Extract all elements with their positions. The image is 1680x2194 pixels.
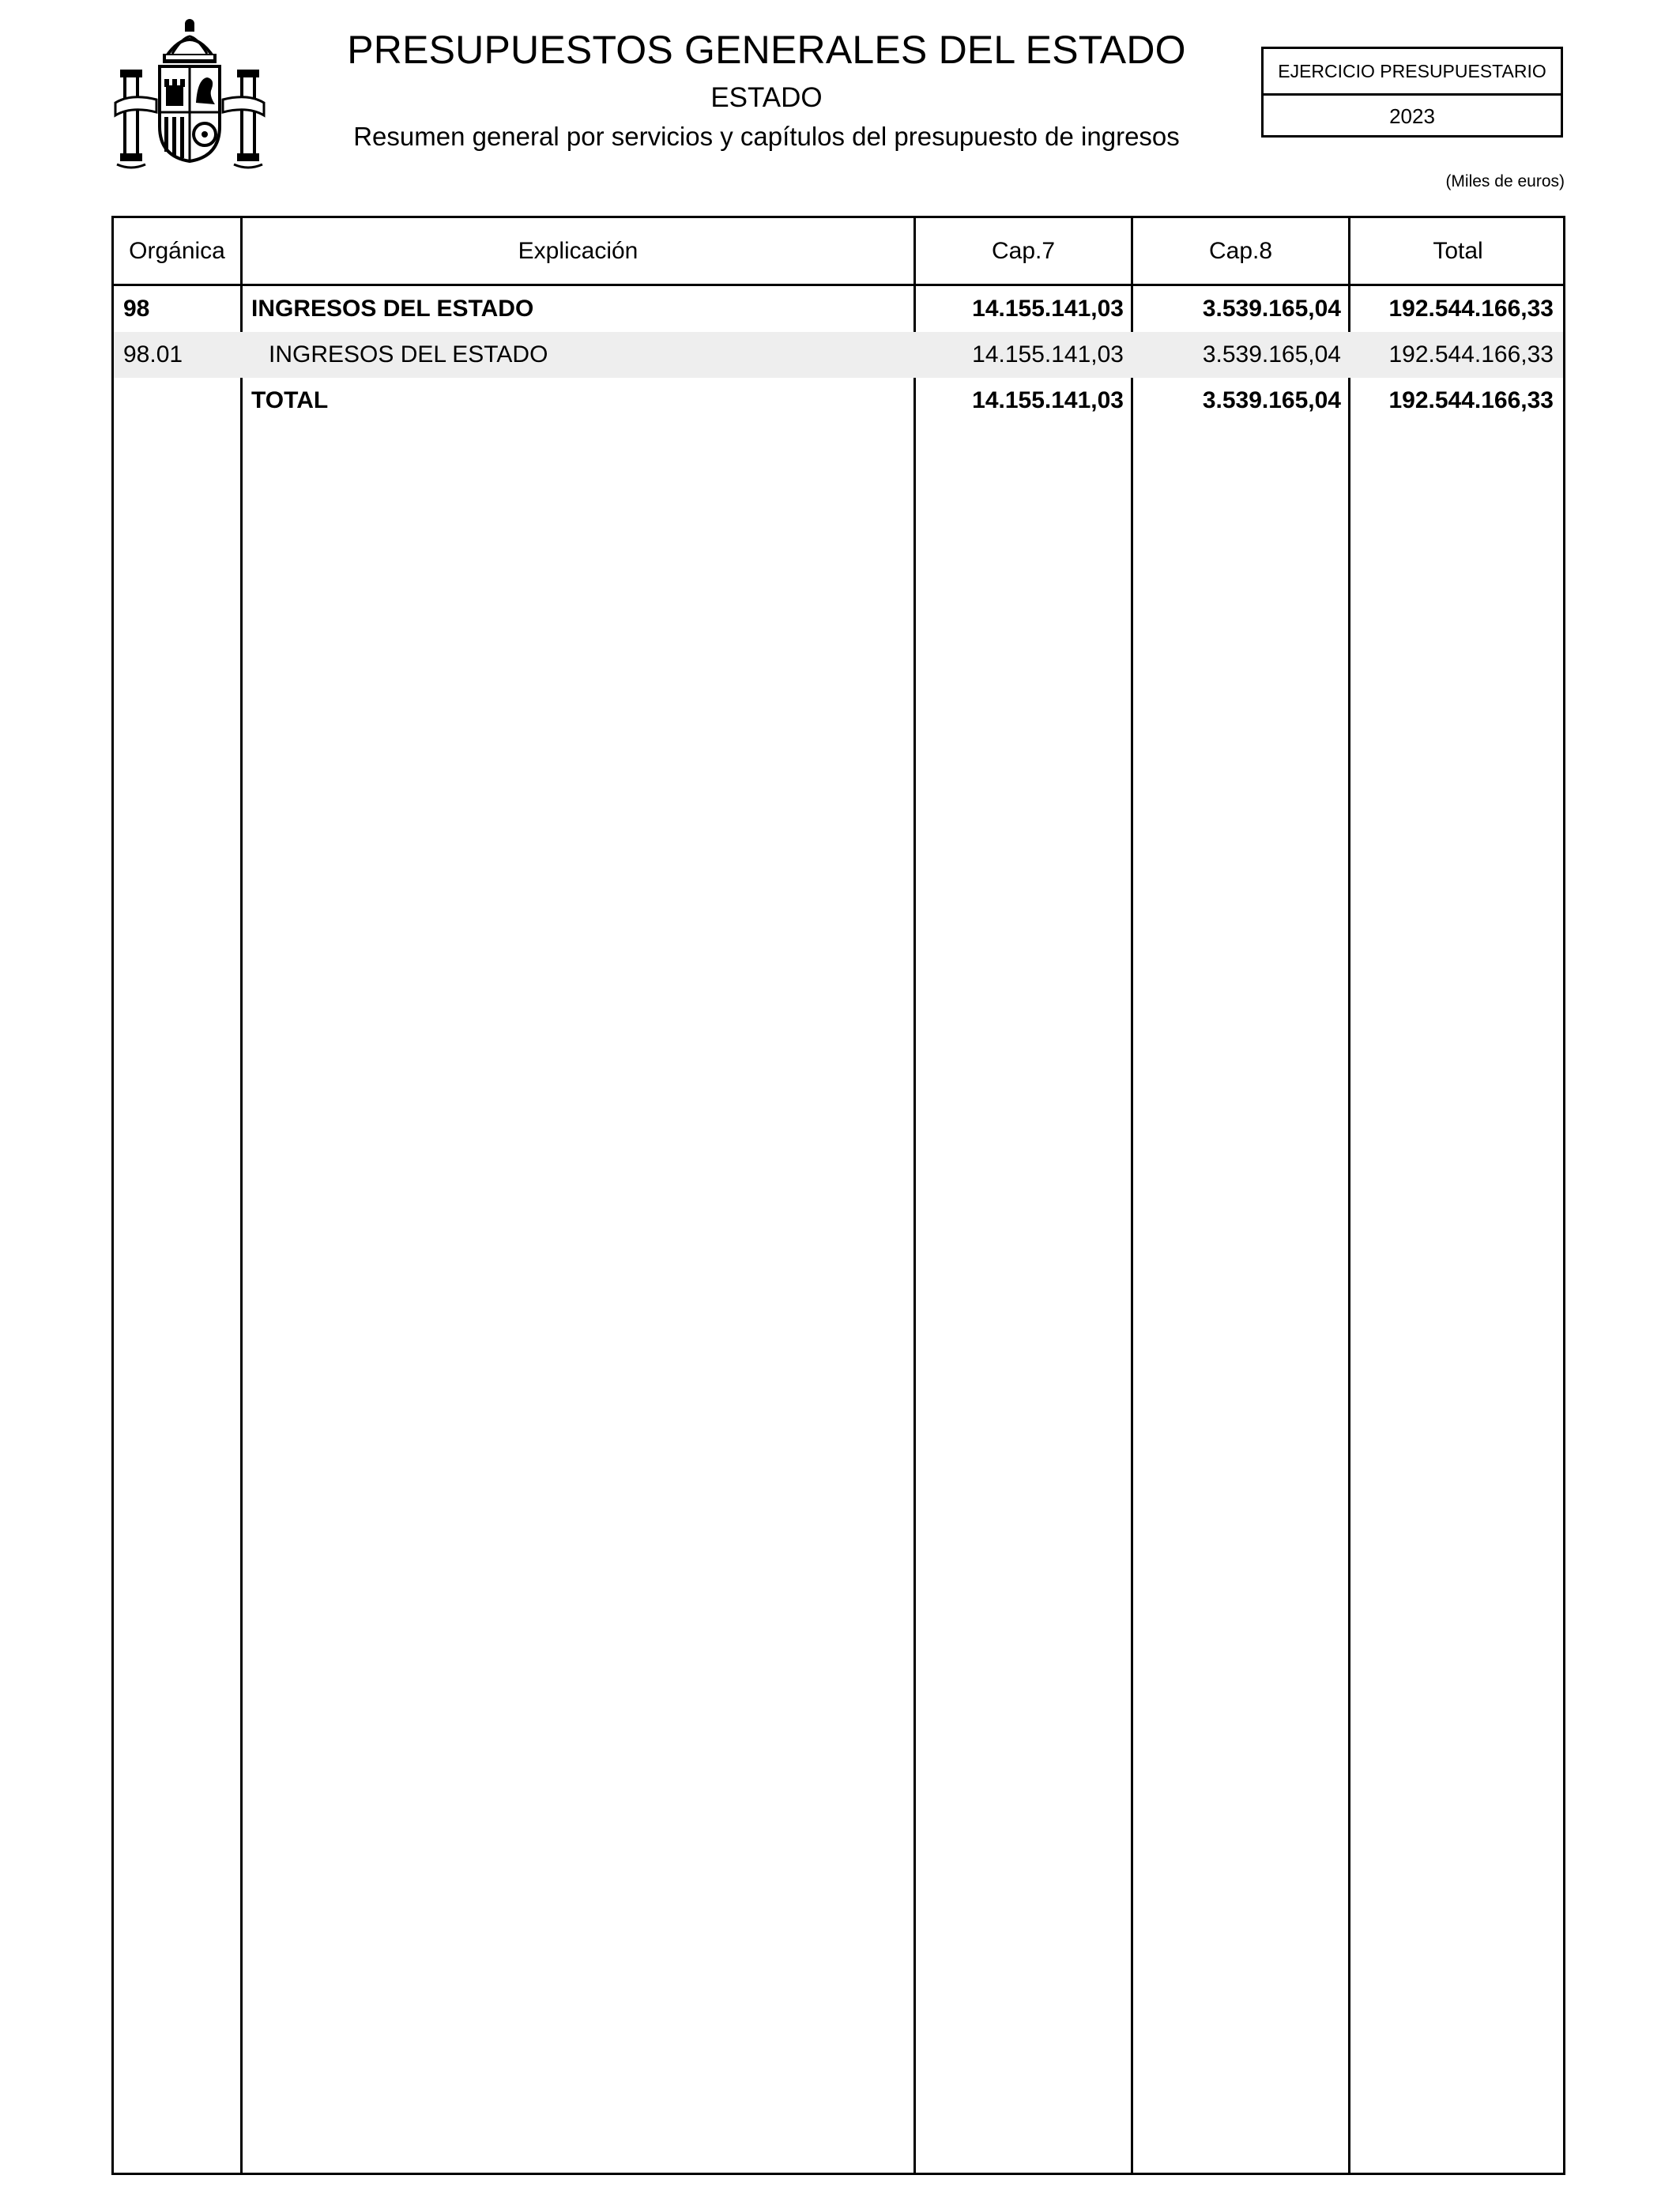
total-cell: 192.544.166,33 bbox=[1388, 341, 1554, 368]
column-divider bbox=[913, 218, 916, 2173]
column-header-organica: Orgánica bbox=[129, 237, 225, 264]
coat-of-arms-logo bbox=[111, 16, 269, 174]
organica-cell: 98 bbox=[123, 296, 150, 322]
table-total-row bbox=[114, 378, 1563, 424]
table-header bbox=[114, 218, 1563, 286]
cap8-cell: 3.539.165,04 bbox=[1202, 296, 1341, 322]
entity-subtitle: ESTADO bbox=[710, 82, 823, 113]
column-divider bbox=[1348, 218, 1350, 2173]
units-note: (Miles de euros) bbox=[1445, 172, 1565, 190]
exercise-label: EJERCICIO PRESUPUESTARIO bbox=[1264, 49, 1561, 96]
column-header-total: Total bbox=[1433, 237, 1483, 264]
column-header-explicacion: Explicación bbox=[518, 237, 638, 264]
cap8-cell: 3.539.165,04 bbox=[1202, 341, 1341, 368]
page-title: PRESUPUESTOS GENERALES DEL ESTADO bbox=[347, 28, 1186, 72]
exercise-year: 2023 bbox=[1389, 104, 1435, 128]
cap8-cell: 3.539.165,04 bbox=[1202, 387, 1341, 413]
report-subtitle: Resumen general por servicios y capítulos del presupuesto de ingresos bbox=[353, 122, 1180, 151]
explicacion-cell: TOTAL bbox=[251, 387, 329, 413]
cap7-cell: 14.155.141,03 bbox=[972, 341, 1124, 368]
explicacion-cell: INGRESOS DEL ESTADO bbox=[251, 296, 534, 322]
table-row bbox=[114, 286, 1563, 332]
cap7-cell: 14.155.141,03 bbox=[972, 296, 1124, 322]
table-row bbox=[114, 332, 1563, 378]
explicacion-cell: INGRESOS DEL ESTADO bbox=[269, 341, 548, 368]
column-header-cap8: Cap.8 bbox=[1208, 237, 1273, 264]
column-divider bbox=[1131, 218, 1133, 2173]
organica-cell: 98.01 bbox=[123, 341, 183, 368]
budget-exercise-box bbox=[1261, 47, 1563, 138]
total-cell: 192.544.166,33 bbox=[1388, 296, 1554, 322]
cap7-cell: 14.155.141,03 bbox=[972, 387, 1124, 413]
budget-summary-table bbox=[111, 216, 1565, 2175]
column-divider bbox=[240, 218, 243, 2173]
total-cell: 192.544.166,33 bbox=[1388, 387, 1554, 413]
column-header-cap7: Cap.7 bbox=[991, 237, 1056, 264]
